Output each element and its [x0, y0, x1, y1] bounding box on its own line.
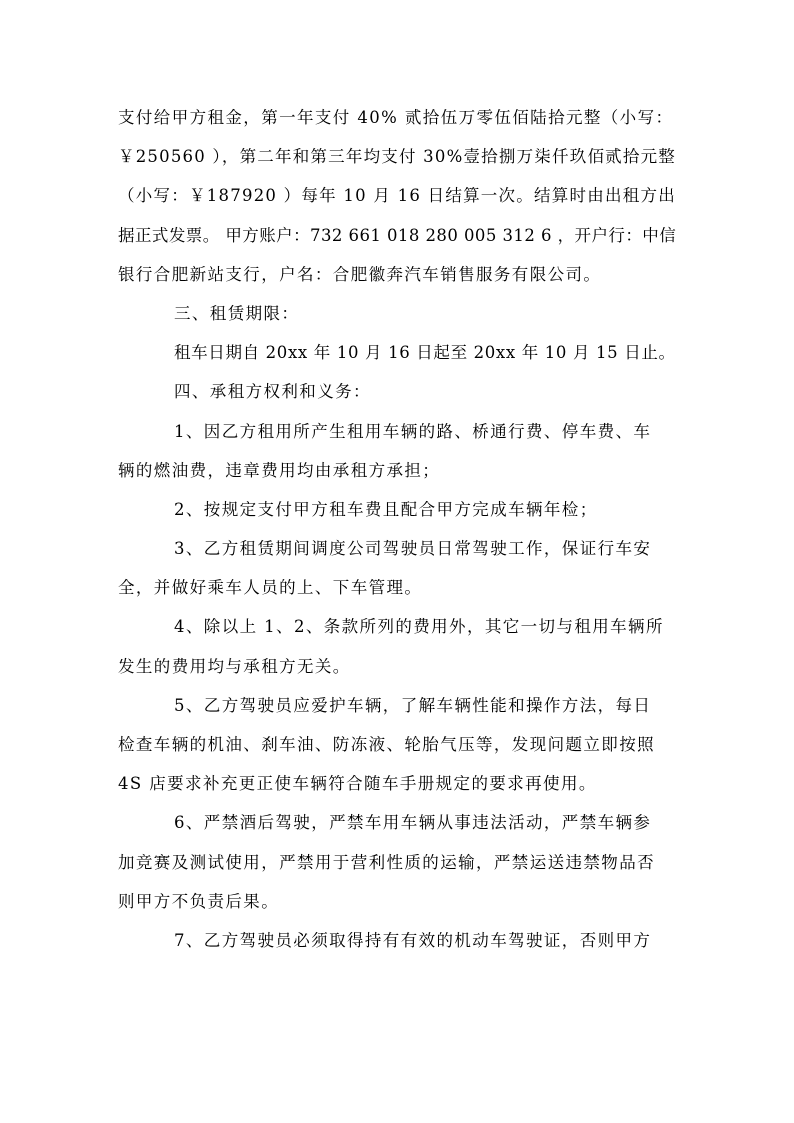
- text-line: 租车日期自 20xx 年 10 月 16 日起至 20xx 年 10 月 15 日止。: [174, 343, 676, 363]
- text-line: 则甲方不负责后果。: [118, 891, 280, 911]
- paragraph-item-5: [118, 686, 678, 804]
- text-line: 三、租赁期限：: [174, 303, 300, 323]
- text-line: （小写：￥187920 ）每年 10 月 16 日结算一次。结算时由出租方出: [118, 186, 677, 206]
- text-line: 银行合肥新站支行，户名：合肥徽奔汽车销售服务有限公司。: [118, 264, 602, 284]
- text-line: 7、乙方驾驶员必须取得持有有效的机动车驾驶证，否则甲方: [174, 930, 652, 950]
- paragraph-item-1: [118, 412, 678, 490]
- text-line: 4、除以上 1、2、条款所列的费用外，其它一切与租用车辆所: [174, 617, 664, 637]
- text-line: 6、严禁酒后驾驶，严禁车用车辆从事违法活动，严禁车辆参: [174, 813, 652, 833]
- text-line: 3、乙方租赁期间调度公司驾驶员日常驾驶工作，保证行车安: [174, 539, 652, 559]
- document-body: [118, 98, 678, 960]
- paragraph-item-3: [118, 529, 678, 607]
- paragraph-item-7: [118, 921, 678, 960]
- paragraph-item-6: [118, 803, 678, 921]
- text-line: 5、乙方驾驶员应爱护车辆，了解车辆性能和操作方法，每日: [174, 695, 652, 715]
- paragraph-section-three-heading: [118, 294, 678, 333]
- text-line: 检查车辆的机油、刹车油、防冻液、轮胎气压等，发现问题立即按照: [118, 735, 655, 754]
- paragraph-section-four-heading: [118, 372, 678, 411]
- text-line: 1、因乙方租用所产生租用车辆的路、桥通行费、停车费、车: [174, 421, 652, 441]
- text-line: 4S 店要求补充更正使车辆符合随车手册规定的要求再使用。: [118, 774, 597, 794]
- text-line: 据正式发票。 甲方账户：732 661 018 280 005 312 6 ，开户行：中信: [118, 225, 677, 245]
- paragraph-rent-payment: [118, 98, 678, 294]
- text-line: 加竞赛及测试使用，严禁用于营利性质的运输，严禁运送违禁物品否: [118, 852, 655, 872]
- text-line: 全，并做好乘车人员的上、下车管理。: [118, 578, 423, 598]
- text-line: 发生的费用均与承租方无关。: [118, 656, 351, 676]
- text-line: 支付给甲方租金，第一年支付 40% 贰拾伍万零伍佰陆拾元整（小写：: [118, 108, 674, 127]
- paragraph-item-4: [118, 607, 678, 685]
- text-line: 2、按规定支付甲方租车费且配合甲方完成车辆年检；: [174, 499, 598, 519]
- text-line: 四、承租方权利和义务：: [174, 382, 371, 402]
- paragraph-item-2: [118, 490, 678, 529]
- text-line: 辆的燃油费，违章费用均由承租方承担；: [118, 460, 441, 480]
- text-line: ￥250560 ），第二年和第三年均支付 30%壹拾捌万柒仟玖佰贰拾元整: [118, 147, 677, 167]
- paragraph-lease-dates: [118, 333, 678, 372]
